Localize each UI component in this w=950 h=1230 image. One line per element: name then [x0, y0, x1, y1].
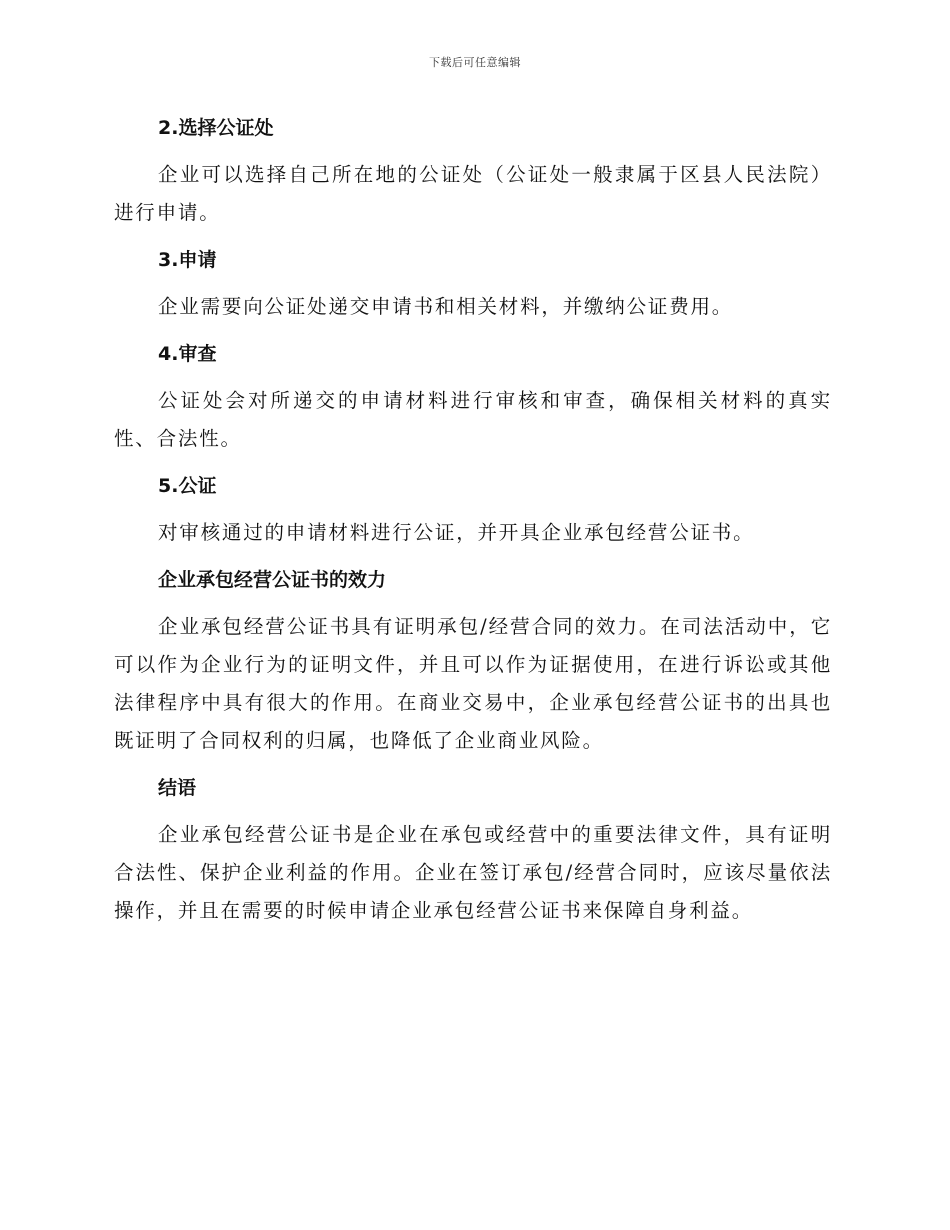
section-paragraph-apply: 企业需要向公证处递交申请书和相关材料，并缴纳公证费用。: [158, 295, 734, 318]
document-body: [114, 110, 832, 940]
section-heading-notarize: 5.公证: [158, 475, 217, 497]
section-heading-effect: 企业承包经营公证书的效力: [158, 569, 387, 591]
section-heading-review: 4.审查: [158, 343, 217, 365]
section-paragraph-review: 公证处会对所递交的申请材料进行审核和审查，确保相关材料的真实性、合法性。: [114, 389, 832, 450]
section-paragraph-effect: 企业承包经营公证书具有证明承包/经营合同的效力。在司法活动中，它可以作为企业行为的证明文件，并且可以作为证据使用，在进行诉讼或其他法律程序中具有很大的作用。在商业交易中，企业承包经营公证书的出具也既证明了合同权利的归属，也降低了企业商业风险。: [114, 615, 832, 752]
page-header: 下载后可任意编辑: [429, 56, 521, 69]
section-paragraph-notarize: 对审核通过的申请材料进行公证，并开具企业承包经营公证书。: [158, 521, 755, 544]
section-heading-select-notary: 2.选择公证处: [158, 117, 274, 139]
section-heading-conclusion: 结语: [158, 777, 197, 799]
section-heading-apply: 3.申请: [158, 249, 217, 271]
section-paragraph-conclusion: 企业承包经营公证书是企业在承包或经营中的重要法律文件，具有证明合法性、保护企业利益的作用。企业在签订承包/经营合同时，应该尽量依法操作，并且在需要的时候申请企业承包经营公证书来保障自身利益。: [114, 823, 832, 922]
section-paragraph-select-notary: 企业可以选择自己所在地的公证处（公证处一般隶属于区县人民法院）进行申请。: [114, 163, 832, 224]
